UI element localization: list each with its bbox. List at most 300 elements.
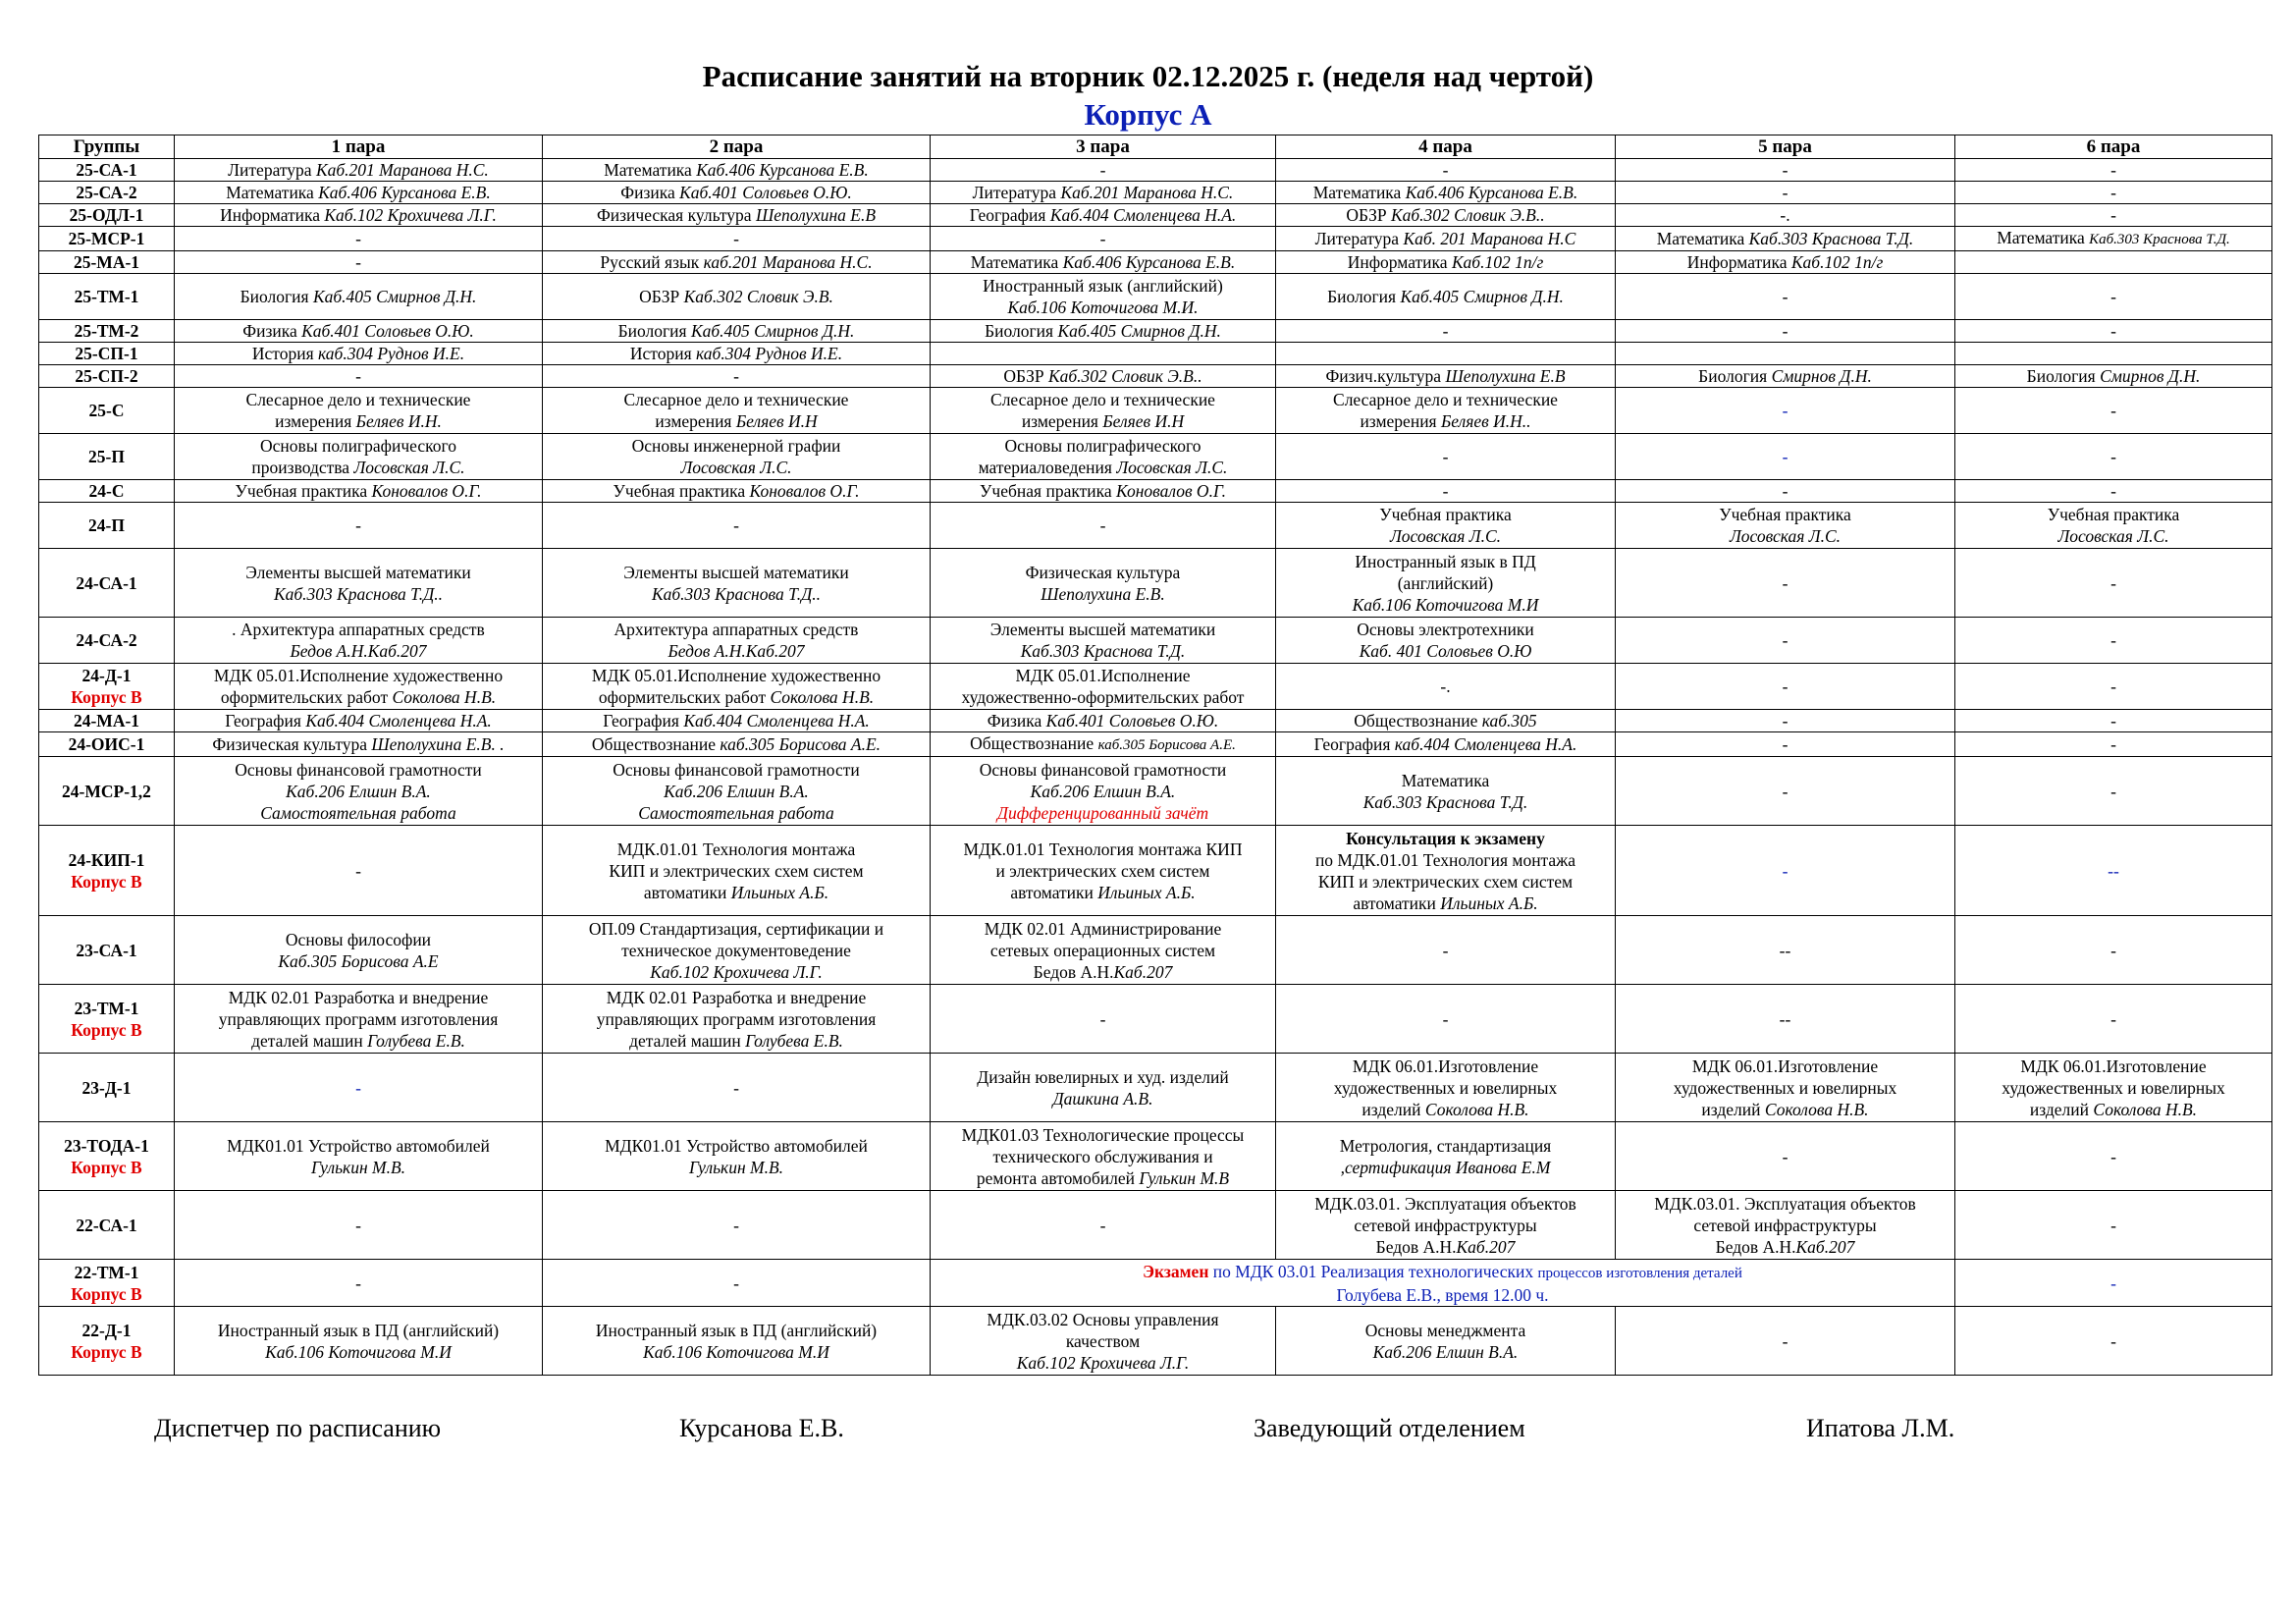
cell-line xyxy=(933,297,1273,318)
group-cell xyxy=(39,757,175,826)
cell-text: Слесарное дело и технические xyxy=(623,390,849,409)
cell-text: Слесарное дело и технические xyxy=(245,390,471,409)
cell-line xyxy=(177,562,540,583)
cell-text: материаловедения xyxy=(978,458,1117,477)
cell-text: Физическая культура xyxy=(212,734,372,754)
cell-text: Бедов А.Н. xyxy=(1375,1236,1457,1257)
lesson-cell xyxy=(1276,985,1616,1054)
cell-line xyxy=(545,343,928,364)
header-row xyxy=(39,135,2272,159)
cell-text: Каб.206 Елшин В.А. xyxy=(664,781,809,801)
cell-text: Учебная практика xyxy=(980,481,1116,501)
group-cell xyxy=(39,1260,175,1307)
cell-text: - xyxy=(1099,515,1106,535)
cell-line xyxy=(1278,640,1613,662)
cell-line xyxy=(1278,1077,1613,1099)
lesson-cell xyxy=(175,1054,543,1122)
cell-line xyxy=(177,1341,540,1363)
cell-text: Ильиных А.Б. xyxy=(1097,882,1196,902)
lesson-cell xyxy=(543,985,931,1054)
cell-line xyxy=(545,583,928,605)
cell-text: каб.404 Смоленцева Н.А. xyxy=(1394,734,1577,754)
cell-line xyxy=(1957,572,2269,594)
table-row xyxy=(39,182,2272,204)
cell-line xyxy=(545,228,928,249)
cell-text: - xyxy=(2110,321,2116,341)
dispatcher-name: Курсанова Е.В. xyxy=(679,1414,844,1442)
cell-text: Учебная практика xyxy=(1379,505,1512,524)
table-row xyxy=(39,1054,2272,1122)
cell-text: техническое документоведение xyxy=(621,940,851,960)
group-cell xyxy=(39,916,175,985)
cell-line xyxy=(545,733,928,755)
cell-line xyxy=(177,686,540,708)
cell-text: ремонта автомобилей xyxy=(976,1167,1140,1188)
cell-text: Каб.303 Краснова Т.Д. xyxy=(1362,791,1528,812)
cell-text: - xyxy=(1782,481,1789,501)
cell-text: Гулькин М.В. xyxy=(688,1157,784,1177)
cell-line xyxy=(1278,159,1613,181)
group-name: 25-СП-1 xyxy=(75,344,138,363)
lesson-cell xyxy=(931,320,1276,343)
cell-text: КИП и электрических схем систем xyxy=(1317,871,1574,892)
lesson-cell xyxy=(931,503,1276,549)
cell-text: Гулькин М.В xyxy=(1139,1167,1230,1188)
cell-line xyxy=(545,860,928,882)
cell-text: и электрических схем систем xyxy=(995,860,1210,881)
cell-line xyxy=(933,802,1273,824)
lesson-cell xyxy=(1955,1122,2272,1191)
cell-text: художественно-оформительских работ xyxy=(961,687,1245,707)
lesson-cell xyxy=(1955,434,2272,480)
lesson-cell xyxy=(1955,480,2272,503)
cell-line xyxy=(545,457,928,478)
cell-text: - xyxy=(1099,229,1106,248)
table-row xyxy=(39,159,2272,182)
lesson-cell xyxy=(1616,916,1955,985)
building-badge: Корпус В xyxy=(71,1157,142,1177)
cell-line xyxy=(1618,446,1952,467)
group-cell xyxy=(39,1122,175,1191)
lesson-cell xyxy=(1276,664,1616,710)
cell-text: - xyxy=(2110,205,2116,225)
cell-text: Физика xyxy=(242,321,302,341)
lesson-cell xyxy=(175,182,543,204)
cell-line xyxy=(177,343,540,364)
lesson-cell xyxy=(1955,710,2272,732)
building-badge: Корпус В xyxy=(71,1019,142,1040)
cell-text: Основы электротехники xyxy=(1357,620,1534,639)
page-title: Расписание занятий на вторник 02.12.2025 г. (неделя над чертой) xyxy=(702,59,1594,93)
cell-text: Учебная практика xyxy=(235,481,372,501)
cell-line xyxy=(1618,710,1952,731)
lesson-cell xyxy=(1955,664,2272,710)
cell-text: . Архитектура аппаратных средств xyxy=(232,620,485,639)
cell-text: Соколова Н.В. xyxy=(392,687,497,707)
cell-text: - xyxy=(355,860,361,881)
cell-text: Лосовская Л.С. xyxy=(1116,458,1228,477)
cell-text: Каб.401 Соловьев О.Ю. xyxy=(1045,711,1219,731)
cell-text: - xyxy=(1442,160,1449,180)
cell-line xyxy=(1278,480,1613,502)
cell-line xyxy=(1278,525,1613,547)
lesson-cell xyxy=(543,343,931,365)
cell-text: автоматики xyxy=(643,882,731,902)
cell-text: - xyxy=(1782,677,1789,696)
cell-line xyxy=(177,435,540,457)
cell-text: Математика xyxy=(1997,228,2090,247)
cell-text: Каб.405 Смирнов Д.Н. xyxy=(690,321,855,341)
cell-text: Каб.406 Курсанова Е.В. xyxy=(696,160,869,180)
lesson-cell xyxy=(175,227,543,251)
cell-text: Физич.культура xyxy=(1325,366,1446,386)
cell-text: Каб.206 Елшин В.А. xyxy=(1030,781,1176,801)
cell-line xyxy=(1618,1099,1952,1120)
cell-text: - xyxy=(2110,630,2116,650)
table-row xyxy=(39,664,2272,710)
lesson-cell xyxy=(1276,503,1616,549)
lesson-cell xyxy=(931,343,1276,365)
cell-text: Основы финансовой грамотности xyxy=(235,759,482,780)
group-cell xyxy=(39,1191,175,1260)
cell-line xyxy=(1957,1215,2269,1236)
cell-line xyxy=(1957,400,2269,421)
cell-line xyxy=(1618,400,1952,421)
cell-text: - xyxy=(2110,1008,2116,1029)
cell-text: - xyxy=(1099,1215,1106,1235)
lesson-cell xyxy=(931,618,1276,664)
lesson-cell xyxy=(1955,365,2272,388)
table-row xyxy=(39,916,2272,985)
lesson-cell xyxy=(1616,1307,1955,1376)
lesson-cell xyxy=(175,916,543,985)
cell-line xyxy=(933,514,1273,536)
cell-text: - xyxy=(2110,481,2116,501)
lesson-cell xyxy=(931,1122,1276,1191)
cell-text: Соколова Н.В. xyxy=(2093,1099,2198,1119)
group-cell xyxy=(39,710,175,732)
lesson-cell xyxy=(931,732,1276,757)
cell-text: - xyxy=(1782,1330,1789,1351)
cell-line xyxy=(933,882,1273,903)
lesson-cell xyxy=(1616,251,1955,274)
cell-text: География xyxy=(969,205,1050,225)
cell-line xyxy=(933,1352,1273,1374)
cell-line xyxy=(1278,619,1613,640)
lesson-cell xyxy=(543,732,931,757)
cell-text: Шеполухина Е.В xyxy=(1445,366,1566,386)
cell-text: Основы менеджмента xyxy=(1364,1320,1526,1340)
cell-text: Беляев И.Н xyxy=(1102,411,1185,431)
cell-line xyxy=(1618,781,1952,802)
cell-line xyxy=(177,619,540,640)
table-row xyxy=(39,503,2272,549)
group-name: 25-СА-1 xyxy=(76,160,137,180)
lesson-cell xyxy=(175,664,543,710)
cell-line xyxy=(545,480,928,502)
cell-text: изделий xyxy=(1701,1099,1765,1119)
cell-text: Каб.106 Коточигова М.И xyxy=(643,1341,829,1362)
cell-text: Каб.405 Смирнов Д.Н. xyxy=(1400,287,1564,306)
lesson-cell xyxy=(1955,826,2272,916)
cell-text: Каб.102 Крохичева Л.Г. xyxy=(650,961,823,982)
cell-text: Каб.106 Коточигова М.И xyxy=(1352,594,1539,615)
cell-text: Иностранный язык в ПД xyxy=(1355,551,1536,571)
table-row xyxy=(39,1122,2272,1191)
lesson-cell xyxy=(1955,503,2272,549)
cell-text: География xyxy=(225,711,306,731)
lesson-cell xyxy=(1955,159,2272,182)
group-name: 25-МА-1 xyxy=(73,252,140,272)
cell-text: ОБЗР xyxy=(1003,366,1048,386)
cell-line xyxy=(1957,1146,2269,1167)
lesson-cell xyxy=(175,480,543,503)
table-row xyxy=(39,985,2272,1054)
dispatcher-label: Диспетчер по расписанию xyxy=(154,1414,442,1442)
lesson-cell xyxy=(543,757,931,826)
lesson-cell xyxy=(1955,274,2272,320)
cell-text: МДК.03.02 Основы управления xyxy=(987,1309,1219,1329)
table-row xyxy=(39,710,2272,732)
cell-text: Каб.303 Краснова Т.Д. xyxy=(1748,229,1914,248)
cell-text: МДК 02.01 Разработка и внедрение xyxy=(606,987,867,1007)
cell-text: каб.305 Борисова А.Е. xyxy=(720,734,881,754)
cell-text: Основы философии xyxy=(285,929,432,949)
cell-line xyxy=(1278,1236,1613,1258)
cell-line xyxy=(1618,1330,1952,1352)
table-row xyxy=(39,480,2272,503)
lesson-cell xyxy=(1616,343,1955,365)
cell-line xyxy=(545,562,928,583)
group-cell xyxy=(39,985,175,1054)
cell-text: Математика xyxy=(970,252,1063,272)
cell-line xyxy=(177,159,540,181)
cell-line xyxy=(1278,849,1613,871)
lesson-cell xyxy=(543,365,931,388)
cell-line xyxy=(1618,204,1952,226)
lesson-cell xyxy=(543,182,931,204)
group-name: 25-ОДЛ-1 xyxy=(69,205,144,225)
cell-text: Каб. 201 Маранова Н.С xyxy=(1403,229,1576,248)
cell-text: Дашкина А.В. xyxy=(1052,1088,1153,1109)
cell-text: Каб.406 Курсанова Е.В. xyxy=(1062,252,1236,272)
cell-text: - xyxy=(1782,860,1789,881)
cell-text: Каб. 401 Соловьев О.Ю xyxy=(1359,641,1532,661)
cell-line xyxy=(933,710,1273,731)
cell-line xyxy=(545,182,928,203)
cell-line xyxy=(933,228,1273,249)
lesson-cell xyxy=(1276,274,1616,320)
cell-line xyxy=(1957,159,2269,181)
cell-line xyxy=(1618,1056,1952,1077)
lesson-cell xyxy=(543,826,931,916)
cell-line xyxy=(933,1146,1273,1167)
group-cell xyxy=(39,732,175,757)
cell-line xyxy=(177,929,540,950)
cell-text: - xyxy=(2110,781,2116,801)
cell-line xyxy=(545,882,928,903)
table-row xyxy=(39,388,2272,434)
cell-line xyxy=(177,1030,540,1052)
cell-line xyxy=(177,733,540,755)
lesson-cell xyxy=(543,388,931,434)
cell-text: МДК 05.01.Исполнение xyxy=(1015,666,1191,685)
cell-line xyxy=(545,1135,928,1157)
cell-text: ,сертификация Иванова Е.М xyxy=(1340,1157,1551,1177)
group-name: 25-СП-2 xyxy=(75,366,138,386)
lesson-cell xyxy=(543,503,931,549)
lesson-cell xyxy=(1276,549,1616,618)
cell-line xyxy=(1618,480,1952,502)
cell-line xyxy=(1278,1320,1613,1341)
lesson-cell xyxy=(543,251,931,274)
cell-text: Математика xyxy=(604,160,697,180)
cell-text: - xyxy=(2110,1330,2116,1351)
cell-text: Литература xyxy=(228,160,316,180)
lesson-cell xyxy=(931,365,1276,388)
cell-line xyxy=(545,640,928,662)
cell-text: Учебная практика xyxy=(613,481,750,501)
lesson-cell xyxy=(1616,1191,1955,1260)
cell-line xyxy=(1957,1056,2269,1077)
group-cell xyxy=(39,1307,175,1376)
cell-text: - xyxy=(1782,183,1789,202)
cell-text: МДК.01.01 Технология монтажа КИП xyxy=(963,839,1243,859)
cell-text: Элементы высшей математики xyxy=(623,562,849,582)
lesson-cell xyxy=(1276,710,1616,732)
cell-line xyxy=(1278,1056,1613,1077)
lesson-cell xyxy=(931,204,1276,227)
cell-line xyxy=(933,1066,1273,1088)
cell-text: Каб.405 Смирнов Д.Н. xyxy=(1057,321,1221,341)
cell-text: - xyxy=(2110,183,2116,202)
cell-text: - xyxy=(2110,447,2116,466)
cell-text: - xyxy=(733,515,739,535)
cell-text: Каб.404 Смоленцева Н.А. xyxy=(683,711,870,731)
lesson-cell xyxy=(1955,251,2272,274)
cell-line xyxy=(545,710,928,731)
cell-text: производства xyxy=(251,458,354,477)
cell-text: Шеполухина Е.В xyxy=(755,205,877,225)
cell-line xyxy=(1957,940,2269,961)
group-cell xyxy=(39,182,175,204)
lesson-cell xyxy=(1616,664,1955,710)
lesson-cell xyxy=(931,1260,1955,1307)
lesson-cell xyxy=(931,1191,1276,1260)
lesson-cell xyxy=(931,251,1276,274)
lesson-cell xyxy=(1955,1307,2272,1376)
lesson-cell xyxy=(1276,757,1616,826)
cell-text: Смирнов Д.Н. xyxy=(1771,366,1872,386)
cell-text: Иностранный язык в ПД (английский) xyxy=(595,1320,878,1340)
cell-line xyxy=(1957,676,2269,697)
lesson-cell xyxy=(1955,1260,2272,1307)
group-cell xyxy=(39,343,175,365)
cell-line xyxy=(177,987,540,1008)
cell-line xyxy=(545,802,928,824)
lesson-cell xyxy=(1276,227,1616,251)
building-subtitle: Корпус А xyxy=(1084,97,1212,132)
cell-text: Коновалов О.Г. xyxy=(1116,481,1226,501)
lesson-cell xyxy=(1276,826,1616,916)
cell-text: Биология xyxy=(1698,366,1772,386)
cell-text: - xyxy=(733,1077,739,1098)
cell-line xyxy=(545,1215,928,1236)
cell-line xyxy=(545,251,928,273)
cell-text: Каб.206 Елшин В.А. xyxy=(286,781,431,801)
group-cell xyxy=(39,826,175,916)
cell-text: - xyxy=(1782,781,1789,801)
group-name: 24-Д-1 xyxy=(81,666,132,685)
cell-text: Смирнов Д.Н. xyxy=(2100,366,2201,386)
cell-text: Каб.201 Маранова Н.С. xyxy=(315,160,489,180)
cell-text: Самостоятельная работа xyxy=(638,802,834,823)
lesson-cell xyxy=(175,732,543,757)
cell-text: Каб.207 xyxy=(1456,1236,1516,1257)
cell-line xyxy=(1618,1077,1952,1099)
group-name: 25-ТМ-1 xyxy=(74,287,139,306)
lesson-cell xyxy=(1276,1307,1616,1376)
cell-text: - xyxy=(355,1272,361,1293)
cell-text: измерения xyxy=(1021,411,1103,431)
cell-line xyxy=(1278,940,1613,961)
cell-text: - xyxy=(1782,287,1789,306)
cell-text: сетевой инфраструктуры xyxy=(1354,1215,1537,1235)
lesson-cell xyxy=(1955,182,2272,204)
lesson-cell xyxy=(175,985,543,1054)
cell-line xyxy=(1278,594,1613,616)
cell-text: Основы финансовой грамотности xyxy=(613,759,860,780)
cell-text: Каб.303 Краснова Т.Д. xyxy=(2089,232,2230,247)
cell-line xyxy=(933,275,1273,297)
cell-text: - xyxy=(355,252,361,272)
cell-text: - xyxy=(355,515,361,535)
cell-text: Экзамен xyxy=(1143,1261,1209,1281)
cell-text: - xyxy=(2110,734,2116,754)
cell-text: Каб.106 Коточигова М.И. xyxy=(1007,298,1199,317)
cell-text: Соколова Н.В. xyxy=(770,687,875,707)
cell-line xyxy=(545,940,928,961)
lesson-cell xyxy=(931,710,1276,732)
table-row xyxy=(39,434,2272,480)
cell-line xyxy=(177,480,540,502)
cell-line xyxy=(1278,504,1613,525)
cell-text: - xyxy=(355,1077,361,1098)
cell-text: по МДК 03.01 Реализация технологических xyxy=(1208,1261,1538,1281)
cell-line xyxy=(1278,1215,1613,1236)
cell-line xyxy=(545,159,928,181)
table-row xyxy=(39,343,2272,365)
cell-text: автоматики xyxy=(1353,893,1441,913)
lesson-cell xyxy=(1616,388,1955,434)
cell-text: Дизайн ювелирных и худ. изделий xyxy=(977,1066,1229,1087)
cell-line xyxy=(545,1341,928,1363)
cell-text: Биология xyxy=(985,321,1058,341)
lesson-cell xyxy=(543,1191,931,1260)
cell-line xyxy=(177,410,540,432)
cell-line xyxy=(1618,286,1952,307)
cell-line xyxy=(933,940,1273,961)
group-name: 24-МСР-1,2 xyxy=(62,781,151,801)
cell-line xyxy=(933,1261,1952,1284)
cell-line xyxy=(1618,1236,1952,1258)
cell-text: Соколова Н.В. xyxy=(1424,1099,1529,1119)
lesson-cell xyxy=(1955,985,2272,1054)
cell-text: - xyxy=(355,1215,361,1235)
cell-line xyxy=(177,286,540,307)
cell-line xyxy=(933,562,1273,583)
lesson-cell xyxy=(175,274,543,320)
